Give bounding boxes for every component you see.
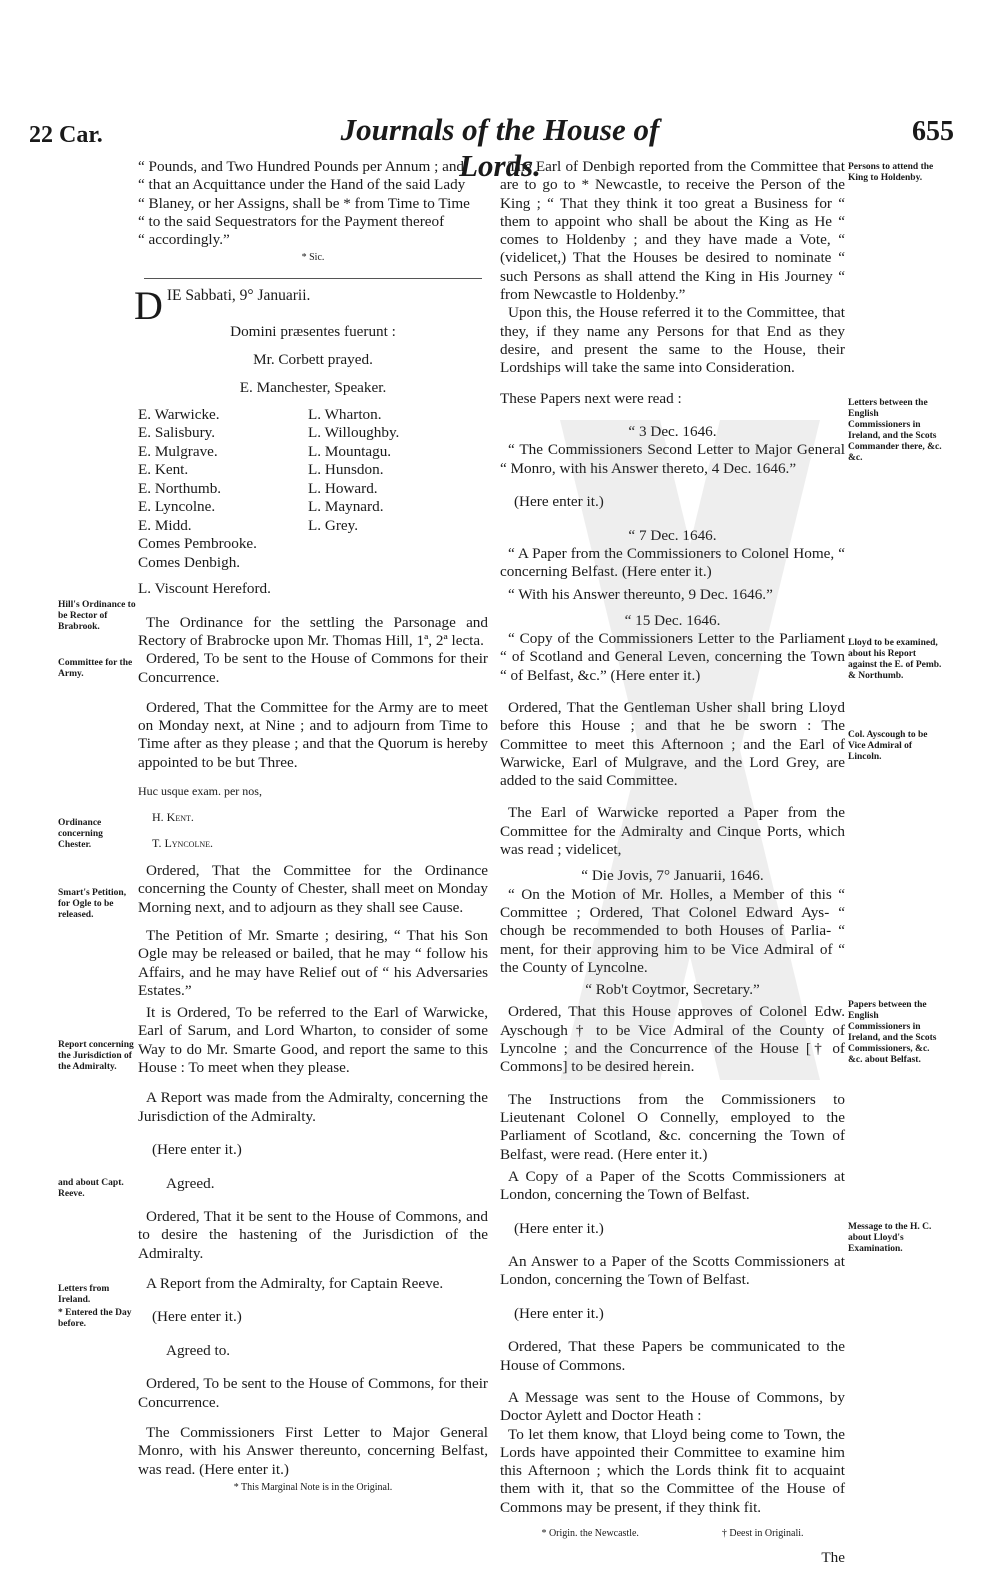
list-item: L. Willoughby. bbox=[308, 424, 400, 442]
list-item: L. Maynard. bbox=[308, 498, 384, 516]
section-divider bbox=[144, 278, 482, 279]
right-column bbox=[500, 158, 845, 1583]
domini-line: Domini præsentes fuerunt : bbox=[230, 322, 396, 340]
sic-note: * Sic. bbox=[301, 252, 325, 264]
list-item: L. Wharton. bbox=[308, 405, 382, 423]
date-line: “ 3 Dec. 1646. bbox=[628, 423, 717, 441]
footnote: † Deest in Originali. bbox=[721, 1528, 804, 1540]
paragraph: “ With his Answer thereunto, 9 Dec. 1646.” bbox=[508, 585, 773, 603]
margin-note: Letters from Ireland. bbox=[58, 1284, 110, 1305]
list-item: Comes Denbigh. bbox=[138, 553, 241, 571]
quote-line: “ accordingly.” bbox=[138, 231, 230, 249]
list-item: E. Mulgrave. bbox=[138, 442, 218, 460]
list-item: L. Howard. bbox=[308, 479, 378, 497]
barons-list bbox=[308, 406, 478, 573]
paragraph: Ordered, That the Committee for the Army are to meet on Monday next, at Nine ; and to adjourn from Time to Time after as they please ; and that the Quorum is hereby appointed to be but Three. bbox=[138, 698, 488, 771]
page-number: 655 bbox=[912, 116, 954, 147]
margin-note: and about Capt. Reeve. bbox=[58, 1178, 124, 1199]
list-item: E. Warwicke. bbox=[138, 405, 220, 423]
examiner-signature: H. Kent. bbox=[152, 810, 194, 825]
paragraph: Ordered, That this House approves of Colonel Edw. Ayschough † to be Vice Admiral of the County of Lyncolne ; and the Concurrence of the House [† of Commons] to be desired herein. bbox=[500, 1003, 845, 1076]
margin-note: Persons to attend the King to Holdenby. bbox=[848, 162, 934, 183]
margin-note: Letters between the English Commissioners in Ireland, and the Scots Commander there, &c. &c. bbox=[848, 398, 942, 463]
paragraph: A Report from the Admiralty, for Captain Reeve. bbox=[146, 1274, 444, 1292]
lords-present bbox=[138, 406, 488, 573]
enter-note: (Here enter it.) bbox=[514, 1304, 604, 1322]
enter-note: (Here enter it.) bbox=[514, 1219, 604, 1237]
margin-note: Papers between the English Commissioners in Ireland, and the Scots Commissioners, &c. &c. about Belfast. bbox=[848, 1000, 937, 1065]
catchword: The bbox=[821, 1549, 845, 1567]
list-item: L. Grey. bbox=[308, 516, 359, 534]
footnotes bbox=[500, 1525, 845, 1543]
paragraph: Upon this, the House referred it to the Committee, that they, if they name any Persons for that End as they desire, and present the same to the House, their Lordships will take the same into Consideration. bbox=[500, 304, 845, 377]
quote-line: “ to the said Sequestrators for the Payment thereof bbox=[138, 212, 445, 230]
paragraph: “ The Commissioners Second Letter to Major General “ Monro, with his Answer thereto, 4 Dec. 1646.” bbox=[500, 441, 845, 477]
paragraph: A Message was sent to the House of Commons, by Doctor Aylett and Doctor Heath : bbox=[500, 1388, 845, 1425]
date-line: “ 15 Dec. 1646. bbox=[624, 611, 721, 629]
margin-note: Col. Ayscough to be Vice Admiral of Lincoln. bbox=[848, 730, 928, 762]
regnal-year: 22 Car. bbox=[29, 122, 103, 148]
list-item: E. Kent. bbox=[138, 461, 189, 479]
margin-note: Hill's Ordinance to be Rector of Brabrook. bbox=[58, 600, 136, 632]
speaker-line: E. Manchester, Speaker. bbox=[239, 379, 387, 397]
paragraph: “ Copy of the Commissioners Letter to the Parliament “ of Scotland and General Leven, concerning the Town “ of Belfast, &c.” (Here enter it.) bbox=[500, 630, 845, 684]
paragraph: The Instructions from the Commissioners to Lieutenant Colonel O Connelly, employed to the Parliament of Scotland, &c. concerning the Town of Belfast, were read. (Here enter it.) bbox=[500, 1090, 845, 1163]
list-item: E. Salisbury. bbox=[138, 424, 216, 442]
paragraph: The Petition of Mr. Smarte ; desiring, “ That his Son Ogle may be released or bailed, that he may “ follow his Affairs, and he may have Relief out of “ his Adversaries Estates.” bbox=[138, 926, 488, 999]
list-item: E. Lyncolne. bbox=[138, 498, 216, 516]
paragraph: The Ordinance for the settling the Parsonage and Rectory of Brabrocke upon Mr. Thomas Hill, 1ª, 2ª lecta. bbox=[138, 613, 488, 649]
paragraph: Ordered, To be sent to the House of Commons for their Concurrence. bbox=[138, 650, 488, 686]
paragraph: Ordered, That the Committee for the Ordinance concerning the County of Chester, shall meet on Monday Morning next, and to adjourn as they shall see Cause. bbox=[138, 862, 488, 916]
prayer-line: Mr. Corbett prayed. bbox=[253, 351, 373, 369]
paragraph: An Answer to a Paper of the Scotts Commissioners at London, concerning the Town of Belfast. bbox=[500, 1253, 845, 1289]
paragraph: The Commissioners First Letter to Major General Monro, with his Answer thereunto, concerning Belfast, was read. (Here enter it.) bbox=[138, 1423, 488, 1478]
day-heading: DIE Sabbati, 9° Januarii. bbox=[134, 282, 311, 328]
agreed-note: Agreed. bbox=[166, 1174, 215, 1192]
footnote: * This Marginal Note is in the Original. bbox=[233, 1481, 393, 1493]
enter-note: (Here enter it.) bbox=[152, 1141, 242, 1159]
footnote: * Origin. the Newcastle. bbox=[541, 1528, 639, 1540]
paragraph: Ordered, That these Papers be communicated to the House of Commons. bbox=[500, 1338, 845, 1374]
list-item: L. Mountagu. bbox=[308, 442, 392, 460]
paragraph: It is Ordered, To be referred to the Earl of Warwicke, Earl of Sarum, and Lord Wharton, to consider of some Way to do Mr. Smarte Good, and report the same to this House : To meet when they please. bbox=[138, 1004, 488, 1076]
margin-note: Lloyd to be examined, about his Report against the E. of Pemb. & Northumb. bbox=[848, 638, 942, 681]
quote-line: “ Pounds, and Two Hundred Pounds per Annum ; and bbox=[138, 158, 465, 175]
paragraph: “ A Paper from the Commissioners to Colonel Home, “ concerning Belfast. (Here enter it.) bbox=[500, 544, 845, 581]
margin-note: Committee for the Army. bbox=[58, 658, 133, 679]
enter-note: (Here enter it.) bbox=[514, 493, 604, 511]
drop-cap: D bbox=[134, 282, 163, 328]
quote-line: “ that an Acquittance under the Hand of the said Lady bbox=[138, 176, 466, 194]
examiner-signature: T. Lyncolne. bbox=[152, 836, 213, 851]
agreed-note: Agreed to. bbox=[166, 1341, 231, 1359]
list-item: E. Northumb. bbox=[138, 479, 222, 497]
date-line: “ 7 Dec. 1646. bbox=[628, 526, 717, 544]
date-line: “ Die Jovis, 7° Januarii, 1646. bbox=[581, 867, 764, 885]
paragraph: A Report was made from the Admiralty, concerning the Jurisdiction of the Admiralty. bbox=[138, 1089, 488, 1125]
left-column bbox=[134, 158, 488, 1497]
margin-note: Smart's Petition, for Ogle to be released. bbox=[58, 888, 127, 920]
list-item: Comes Pembrooke. bbox=[138, 535, 257, 553]
paragraph: These Papers next were read : bbox=[500, 389, 682, 407]
paragraph: Ordered, That the Gentleman Usher shall bring Lloyd before this House ; and that he be sworn : The Committee to meet this Afternoon ; and the Earl of Warwicke, Earl of Mulgrave, and the Lord Grey, are added to the said Committee. bbox=[500, 698, 845, 790]
list-item: L. Hunsdon. bbox=[308, 461, 384, 479]
margin-note: * Entered the Day before. bbox=[58, 1308, 132, 1329]
signature-line: “ Rob't Coytmor, Secretary.” bbox=[585, 981, 760, 999]
earls-list bbox=[138, 406, 308, 573]
margin-note: Ordinance concerning Chester. bbox=[58, 818, 103, 850]
margin-note: Report concerning the Jurisdiction of the Admiralty. bbox=[58, 1040, 134, 1072]
paragraph: Ordered, That it be sent to the House of Commons, and to desire the hastening of the Jurisdiction of the Admiralty. bbox=[138, 1208, 488, 1262]
examined-note: Huc usque exam. per nos, bbox=[138, 784, 262, 799]
paragraph: The Earl of Denbigh reported from the Committee that are to go to * Newcastle, to receive the Person of the King ; “ That they think it too great a Business for “ them to appoint who shall be about the King as He “ comes to Holdenby ; and they have made a Vote, “ (videlicet,) That the Houses be desired to nominate “ such Persons as shall attend the King in His Journey “ from Newcastle to Holdenby.” bbox=[500, 158, 845, 304]
list-item: E. Midd. bbox=[138, 516, 192, 534]
margin-note: Message to the H. C. about Lloyd's Examination. bbox=[848, 1222, 932, 1254]
paragraph: A Copy of a Paper of the Scotts Commissioners at London, concerning the Town of Belfast. bbox=[500, 1167, 845, 1204]
quote-line: “ Blaney, or her Assigns, shall be * from Time to Time bbox=[138, 194, 470, 212]
paragraph: “ On the Motion of Mr. Holles, a Member of this “ Committee ; Ordered, That Colonel Edward Ays- “ chough be recommended to both Houses of Parlia- “ ment, for their approving him to be Vice Admiral of “ the County of Lyncolne. bbox=[500, 885, 845, 976]
viscount-line: L. Viscount Hereford. bbox=[138, 580, 271, 598]
paragraph: To let them know, that Lloyd being come to Town, the Lords have appointed their Committee to examine him this Afternoon ; which the Lords think fit to acquaint them with it, that so the Committee of the House of Commons may be present, if they think fit. bbox=[500, 1425, 845, 1516]
enter-note: (Here enter it.) bbox=[152, 1308, 242, 1326]
paragraph: Ordered, To be sent to the House of Commons, for their Concurrence. bbox=[138, 1375, 488, 1411]
running-title: Journals of the House of Lords. bbox=[340, 112, 660, 183]
paragraph: The Earl of Warwicke reported a Paper from the Committee for the Admiralty and Cinque Ports, which was read ; videlicet, bbox=[500, 804, 845, 859]
